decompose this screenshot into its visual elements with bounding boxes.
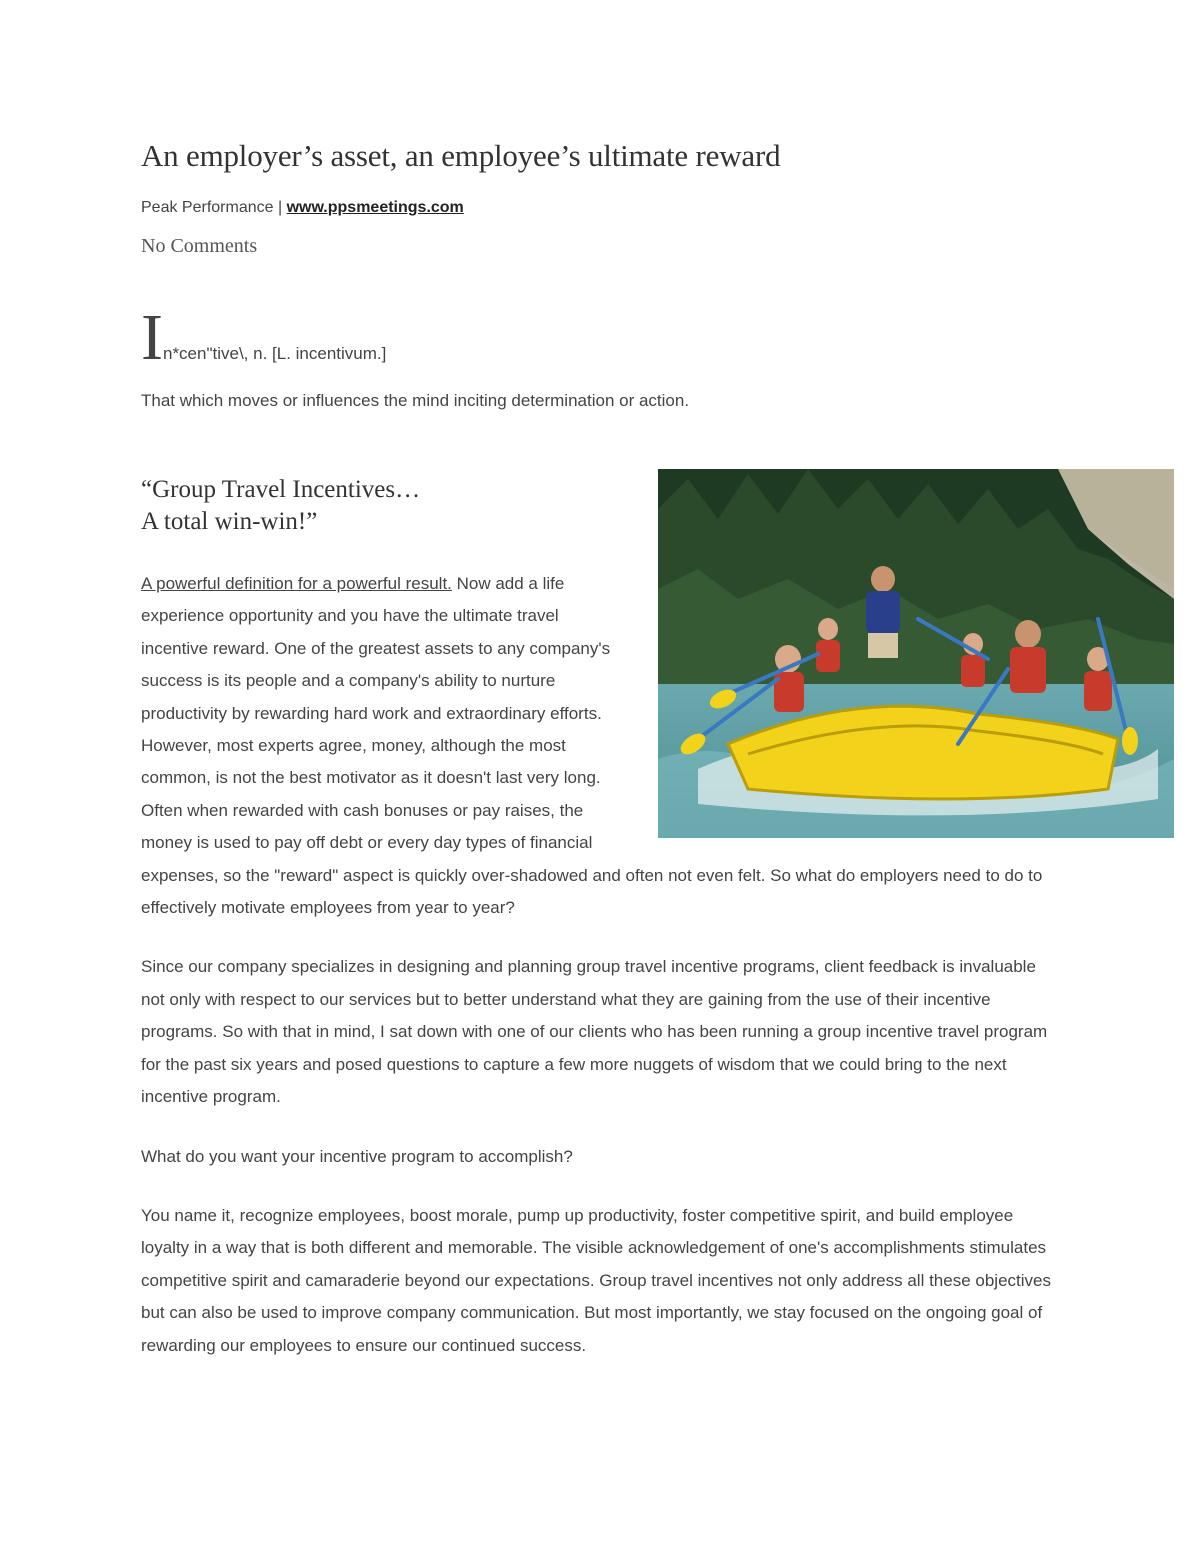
paragraph-2: Since our company specializes in designing and planning group travel incentive programs, client feedback is invaluable not only with respect to our services but to better understand what they are gaining from the use of their incentive programs. So with that in mind, I sat down with one of our clients who has been running a group incentive travel program for the past six years and posed questions to capture a few more nuggets of wisdom that we could bring to the next incentive program. [141,957,1048,1107]
definition-text: n*cen"tive\, n. [L. incentivum.] [162,344,387,363]
comments-count[interactable]: No Comments [141,235,258,257]
paragraph-4: You name it, recognize employees, boost morale, pump up productivity, foster competitive spirit, and build employee loyalty in a way that is both different and memorable. The visible acknowledgement of one's accomplishments stimulates competitive spirit and camaraderie beyond our expectations. Group travel incentives not only address all these objectives but can also be used to improve company communication. But most importantly, we stay focused on the ongoing goal of rewarding our employees to ensure our continued success. [141,1205,1051,1355]
article-title: An employer’s asset, an employee’s ultimate reward [141,138,781,173]
paragraph-1-text: Now add a life experience opportunity and you have the ultimate travel incentive reward. One of the greatest assets to any company's success is its people and a company's ability to nurture productivity by rewarding hard work and extraordinary efforts. However, most experts agree, money, although the most common, is not the best motivator as it doesn't last very long. Often when rewarded with cash bonuses or pay raises, the money is used to pay off debt or every day types of financial expenses, so the "reward" aspect is quickly over-shadowed and often not even felt. So what do employers need to do to effectively motivate employees from year to year? [141,574,1043,918]
definition-meaning: That which moves or influences the mind inciting determination or action. [141,391,690,410]
pull-quote-line-1: “Group Travel Incentives… [141,476,421,503]
drop-cap: I [141,301,163,374]
definition-line [141,301,387,375]
website-link[interactable]: www.ppsmeetings.com [286,199,464,216]
question-heading: What do you want your incentive program to accomplish? [141,1146,573,1166]
definition-link[interactable]: A powerful definition for a powerful result. [141,574,452,593]
byline-author: Peak Performance | [141,199,283,216]
pull-quote-line-2: A total win-win!” [141,508,318,535]
article-body [141,568,1061,1389]
byline [141,199,464,217]
pull-quote-heading [141,474,420,538]
